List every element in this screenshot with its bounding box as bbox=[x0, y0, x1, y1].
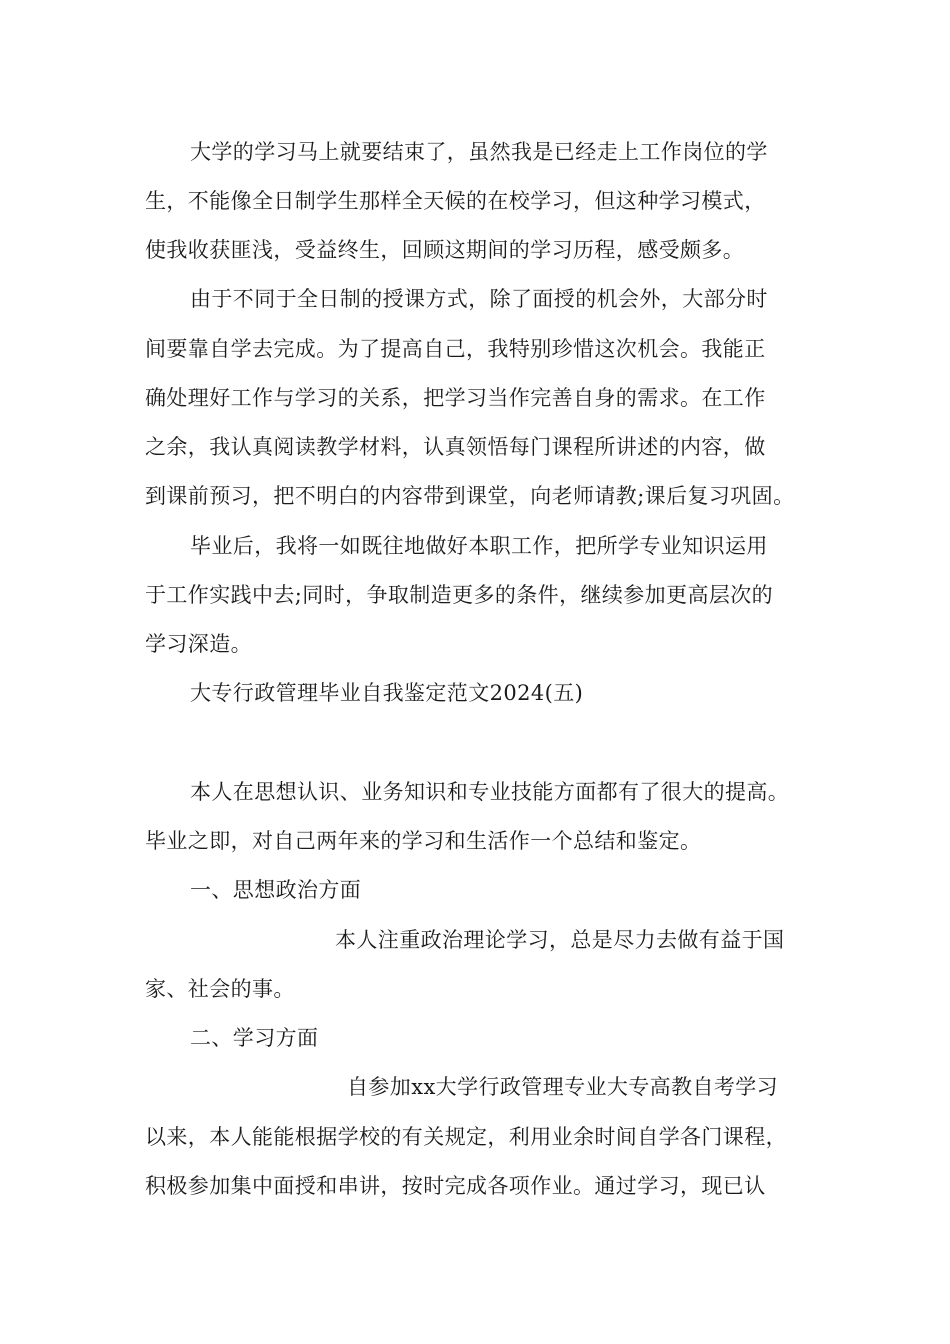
text-line: 大学的学习马上就要结束了，虽然我是已经走上工作岗位的学 bbox=[190, 140, 768, 164]
text-line: 本人在思想认识、业务知识和专业技能方面都有了很大的提高。 bbox=[190, 780, 790, 804]
text-line: 毕业之即，对自己两年来的学习和生活作一个总结和鉴定。 bbox=[145, 829, 702, 853]
text-line: 间要靠自学去完成。为了提高自己，我特别珍惜这次机会。我能正 bbox=[145, 337, 766, 361]
subheading: 一、思想政治方面 bbox=[190, 878, 362, 902]
text-line: 到课前预习，把不明白的内容带到课堂，向老师请教;课后复习巩固。 bbox=[145, 484, 795, 508]
text-line: 之余，我认真阅读教学材料，认真领悟每门课程所讲述的内容，做 bbox=[145, 435, 766, 459]
subheading: 二、学习方面 bbox=[190, 1026, 319, 1050]
text-line: 家、社会的事。 bbox=[145, 977, 295, 1001]
text-line: 积极参加集中面授和串讲，按时完成各项作业。通过学习，现已认 bbox=[145, 1174, 766, 1198]
text-line: 自参加xx大学行政管理专业大专高教自考学习 bbox=[347, 1075, 779, 1099]
text-line: 确处理好工作与学习的关系，把学习当作完善自身的需求。在工作 bbox=[145, 386, 766, 410]
text-line: 使我收获匪浅，受益终生，回顾这期间的学习历程，感受颇多。 bbox=[145, 238, 745, 262]
text-line: 由于不同于全日制的授课方式，除了面授的机会外，大部分时 bbox=[190, 287, 768, 311]
section-heading: 大专行政管理毕业自我鉴定范文2024(五) bbox=[190, 681, 584, 705]
text-line: 本人注重政治理论学习，总是尽力去做有益于国 bbox=[335, 928, 785, 952]
text-line: 生，不能像全日制学生那样全天候的在校学习，但这种学习模式， bbox=[145, 189, 766, 213]
text-line: 毕业后，我将一如既往地做好本职工作，把所学专业知识运用 bbox=[190, 534, 768, 558]
text-line: 以来，本人能能根据学校的有关规定，利用业余时间自学各门课程， bbox=[145, 1125, 787, 1149]
text-line: 学习深造。 bbox=[145, 632, 252, 656]
text-line: 于工作实践中去;同时，争取制造更多的条件，继续参加更高层次的 bbox=[145, 583, 774, 607]
